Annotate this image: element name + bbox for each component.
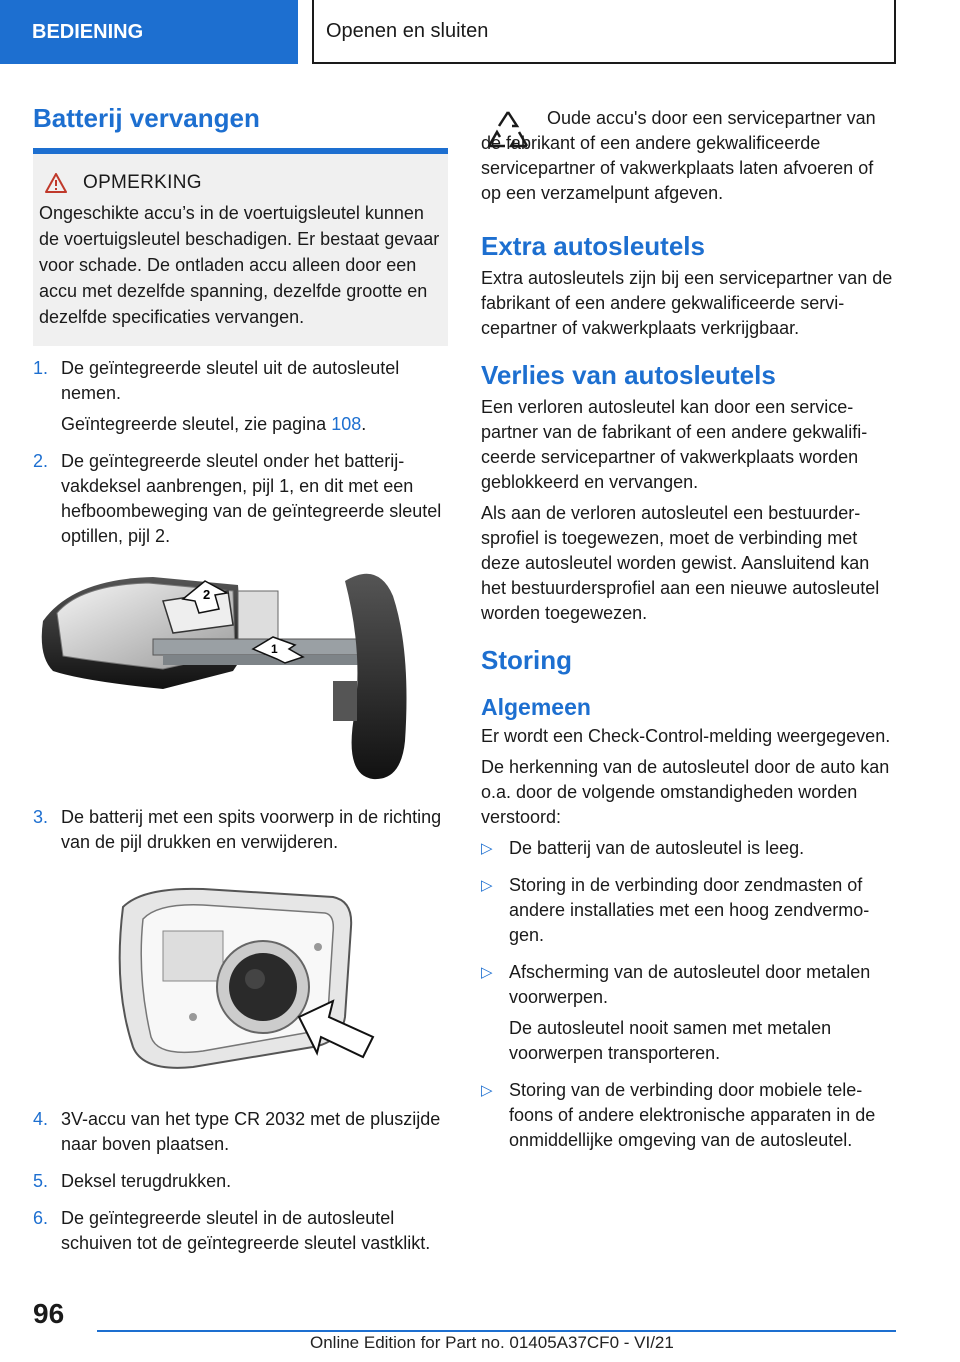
step-text: Deksel terugdrukken.	[61, 1171, 232, 1191]
subtext-prefix: Geïntegreerde sleutel, zie pagina	[61, 414, 332, 434]
step-text: 3V-accu van het type CR 2032 met de pluszijde naar boven plaatsen.	[61, 1109, 441, 1154]
list-item	[481, 836, 896, 867]
bullet-text: Storing van de verbinding door mobiele telefoons of andere elektronische apparaten in de onmiddellijke omgeving van de autosleutel.	[509, 1080, 876, 1150]
arrow-1-label: 1	[271, 642, 278, 656]
subtext-suffix: .	[361, 414, 367, 434]
title-lost-keys: Verlies van autosleutels	[481, 360, 776, 390]
page-number: 96	[33, 1298, 65, 1329]
list-item	[481, 1078, 896, 1159]
step-number: 1.	[33, 358, 49, 378]
lost-keys-text-2: Als aan de verloren autosleutel een bestuurdersprofiel is toegewezen, moet de verbinding met deze autosleutel worden gewist. Aansluitend kan het bestuurdersprofiel aan een nieuwe autosleutel worden toegewezen.	[481, 503, 880, 623]
recycle-note	[481, 106, 896, 212]
step-1	[33, 356, 448, 443]
general-text-2: De herkenning van de autosleutel door de auto kan o.a. door de volgende omstandigheden worden verstoord:	[481, 757, 890, 827]
step-text: De geïntegreerde sleutel in de autosleutel schuiven tot de geïntegreerde sleutel vastklikt.	[61, 1208, 431, 1253]
step-text: De geïntegreerde sleutel uit de autosleutel nemen.	[61, 358, 400, 403]
subsection-title: Openen en sluiten	[312, 0, 896, 64]
edition-footer: Online Edition for Part no. 01405A37CF0 - VI/21	[310, 1333, 674, 1352]
bullet-subtext: De autosleutel nooit samen met metalen voorwerpen transporteren.	[509, 1018, 832, 1063]
triangle-bullet-icon: ▷	[481, 1082, 493, 1099]
footer-divider	[97, 1330, 896, 1332]
steps-list	[33, 356, 448, 1262]
step-4	[33, 1107, 448, 1163]
warning-icon	[45, 173, 67, 193]
list-item	[481, 873, 896, 954]
triangle-bullet-icon: ▷	[481, 877, 493, 894]
triangle-bullet-icon: ▷	[481, 840, 493, 857]
key-lever-figure	[33, 561, 448, 793]
bullet-text: De batterij van de autosleutel is leeg.	[509, 838, 805, 858]
recycle-text: Oude accu's door een servicepartner van de fabrikant of een andere gekwalificeerde servicepartner of vakwerkplaats laten afvoeren of op een verzamelpunt afgeven.	[481, 108, 876, 203]
bullet-text: Storing in de verbinding door zendmasten of andere installaties met een hoog zendvermogen.	[509, 875, 870, 945]
page-link[interactable]: 108	[331, 414, 362, 434]
triangle-bullet-icon: ▷	[481, 964, 493, 981]
left-column	[33, 98, 448, 1268]
title-fault: Storing	[481, 645, 572, 675]
notice-text: Ongeschikte accu’s in de voertuigsleutel kunnen de voertuigsleutel beschadigen. Er bestaat gevaar voor schade. De ontladen accu alleen door een accu met dezelfde spanning, dezelfde grootte en dezelfde specificaties vervangen.	[39, 203, 440, 327]
notice-box	[33, 148, 448, 346]
bullet-text: Afscherming van de autosleutel door metalen voorwerpen.	[509, 962, 871, 1007]
notice-header	[45, 172, 442, 194]
step-number: 4.	[33, 1109, 49, 1129]
title-extra-keys: Extra autosleutels	[481, 231, 705, 261]
battery-compartment-figure	[33, 867, 448, 1097]
arrow-2-label: 2	[203, 587, 211, 602]
section-tab: BEDIENING	[0, 0, 298, 64]
general-text-1: Er wordt een Check-Control-melding weergegeven.	[481, 726, 891, 746]
step-6	[33, 1206, 448, 1262]
step-3	[33, 805, 448, 861]
step-number: 2.	[33, 451, 49, 471]
title-general: Algemeen	[481, 694, 591, 720]
step-number: 5.	[33, 1171, 49, 1191]
step-text: De batterij met een spits voorwerp in de richting van de pijl drukken en verwijderen.	[61, 807, 442, 852]
step-number: 3.	[33, 807, 49, 827]
step-text: De geïntegreerde sleutel onder het batterijvakdeksel aanbrengen, pijl 1, en dit met een hefboombeweging van de geïntegreerde sleutel optillen, pijl 2.	[61, 451, 442, 546]
fault-bullets	[481, 836, 896, 1159]
notice-label: OPMERKING	[83, 172, 202, 193]
title-battery-replace: Batterij vervangen	[33, 103, 260, 133]
step-number: 6.	[33, 1208, 49, 1228]
step-5	[33, 1169, 448, 1200]
extra-keys-text: Extra autosleutels zijn bij een servicepartner van de fabrikant of een andere gekwalificeerde servicepartner of vakwerkplaats verkrijgbaar.	[481, 268, 893, 338]
lost-keys-text-1: Een verloren autosleutel kan door een servicepartner van de fabrikant of een andere gekwalificeerde servicepartner of vakwerkplaats worden geblokkeerd en vervangen.	[481, 397, 868, 492]
right-column	[481, 98, 896, 1165]
step-2	[33, 449, 448, 555]
list-item	[481, 960, 896, 1072]
step-subtext	[61, 412, 448, 437]
